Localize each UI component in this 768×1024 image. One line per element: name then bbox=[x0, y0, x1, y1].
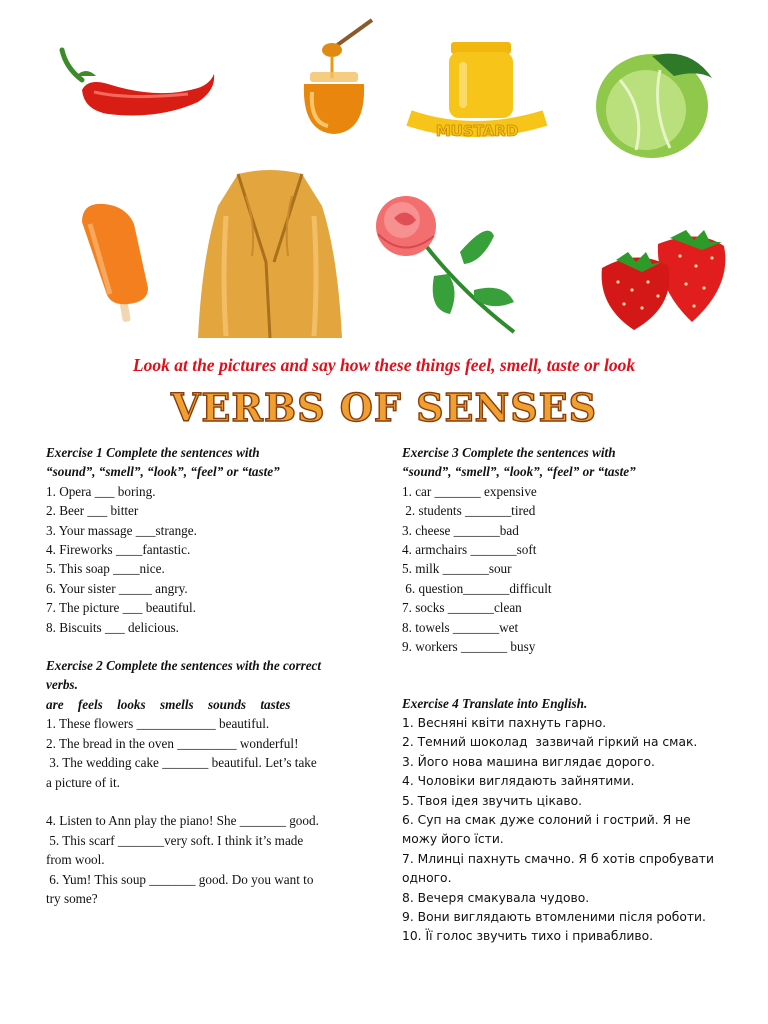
exercise-1-heading: Exercise 1 Complete the sentences with bbox=[46, 445, 260, 460]
exercise-4-item: можу його їсти. bbox=[402, 832, 504, 847]
exercise-3-heading: Exercise 3 Complete the sentences with bbox=[402, 445, 616, 460]
exercise-4-item: 5. Твоя ідея звучить цікаво. bbox=[402, 793, 583, 808]
exercise-4-item: 4. Чоловіки виглядають зайнятими. bbox=[402, 774, 635, 789]
exercise-3-item: 3. cheese _______bad bbox=[402, 522, 519, 538]
exercise-4-item: одного. bbox=[402, 871, 452, 886]
exercise-2-item: 3. The wedding cake _______ beautiful. Let’s take bbox=[46, 755, 317, 771]
exercise-2-item: 6. Yum! This soup _______ good. Do you want to bbox=[46, 871, 314, 887]
exercise-1-verb-list: “sound”, “smell”, “look”, “feel” or “taste” bbox=[46, 464, 280, 480]
right-column bbox=[402, 443, 742, 947]
exercise-2-heading-cont: verbs. bbox=[46, 677, 78, 693]
exercise-4-item: 1. Весняні квіти пахнуть гарно. bbox=[402, 715, 607, 730]
exercise-2-verb-bank: are feels looks smells sounds tastes bbox=[46, 696, 291, 712]
exercise-3-item: 4. armchairs _______soft bbox=[402, 542, 537, 558]
exercise-4-item: 3. Його нова машина виглядає дорого. bbox=[402, 754, 655, 769]
exercise-2-item: 1. These flowers ____________ beautiful. bbox=[46, 716, 270, 732]
strawberries-picture bbox=[598, 216, 730, 334]
exercise-1-item: 4. Fireworks ____fantastic. bbox=[46, 542, 191, 558]
exercise-4-item: 2. Темний шоколад зазвичай гіркий на смак. bbox=[402, 735, 698, 750]
exercise-4-item: 10. Її голос звучить тихо і привабливо. bbox=[402, 929, 654, 944]
rose-picture bbox=[364, 190, 520, 340]
exercise-1-item: 5. This soap ____nice. bbox=[46, 561, 165, 577]
exercise-2-item: 4. Listen to Ann play the piano! She _______ good. bbox=[46, 813, 319, 829]
popsicle-picture bbox=[76, 200, 156, 325]
mustard-label: MUSTARD bbox=[435, 122, 519, 140]
spacer bbox=[402, 656, 742, 675]
exercise-4-item: 9. Вони виглядають втомленими після роботи. bbox=[402, 909, 706, 924]
exercise-4 bbox=[402, 694, 742, 946]
exercise-3-verb-list: “sound”, “smell”, “look”, “feel” or “taste” bbox=[402, 464, 636, 480]
exercise-3-item: 1. car _______ expensive bbox=[402, 483, 537, 499]
exercise-3-item: 2. students _______tired bbox=[402, 503, 536, 519]
exercise-4-heading: Exercise 4 Translate into English. bbox=[402, 696, 588, 712]
page-title: VERBS OF SENSES bbox=[170, 385, 598, 430]
exercise-2-item: 2. The bread in the oven _________ wonderful! bbox=[46, 735, 299, 751]
exercise-2-blank-line bbox=[46, 792, 376, 811]
exercise-2-heading: Exercise 2 Complete the sentences with the correct bbox=[46, 658, 322, 674]
exercise-2 bbox=[46, 656, 376, 908]
cabbage-picture bbox=[590, 40, 720, 162]
exercise-4-item: 6. Суп на смак дуже солоний і гострий. Я не bbox=[402, 812, 691, 827]
exercise-3-item: 6. question_______difficult bbox=[402, 580, 552, 596]
exercise-2-item: try some? bbox=[46, 890, 98, 906]
honey-jar-picture bbox=[290, 14, 380, 139]
exercise-1-item: 3. Your massage ___strange. bbox=[46, 522, 197, 538]
exercise-4-item: 7. Млинці пахнуть смачно. Я б хотів спробувати bbox=[402, 851, 714, 866]
exercise-1-item: 6. Your sister _____ angry. bbox=[46, 580, 188, 596]
left-column bbox=[46, 443, 376, 908]
exercise-1 bbox=[46, 443, 376, 637]
exercise-1-item: 7. The picture ___ beautiful. bbox=[46, 600, 196, 616]
exercise-3-item: 7. socks _______clean bbox=[402, 600, 522, 616]
mustard-jar-picture bbox=[403, 40, 553, 148]
exercise-1-item: 8. Biscuits ___ delicious. bbox=[46, 619, 179, 635]
exercise-2-item: 5. This scarf _______very soft. I think it’s made bbox=[46, 832, 304, 848]
spacer bbox=[46, 637, 376, 656]
exercise-3-item: 9. workers _______ busy bbox=[402, 639, 536, 655]
exercise-2-item: a picture of it. bbox=[46, 774, 120, 790]
exercise-3-item: 5. milk _______sour bbox=[402, 561, 512, 577]
exercise-3 bbox=[402, 443, 742, 656]
exercise-3-item: 8. towels _______wet bbox=[402, 619, 519, 635]
exercise-1-item: 1. Opera ___ boring. bbox=[46, 483, 156, 499]
spacer bbox=[402, 675, 742, 694]
exercise-1-item: 2. Beer ___ bitter bbox=[46, 503, 139, 519]
exercise-2-item: from wool. bbox=[46, 852, 105, 868]
instruction-subtitle: Look at the pictures and say how these things feel, smell, taste or look bbox=[132, 355, 636, 375]
fur-coat-picture bbox=[196, 166, 344, 342]
exercise-4-item: 8. Вечеря смакувала чудово. bbox=[402, 890, 590, 905]
chili-pepper-picture bbox=[48, 40, 228, 130]
